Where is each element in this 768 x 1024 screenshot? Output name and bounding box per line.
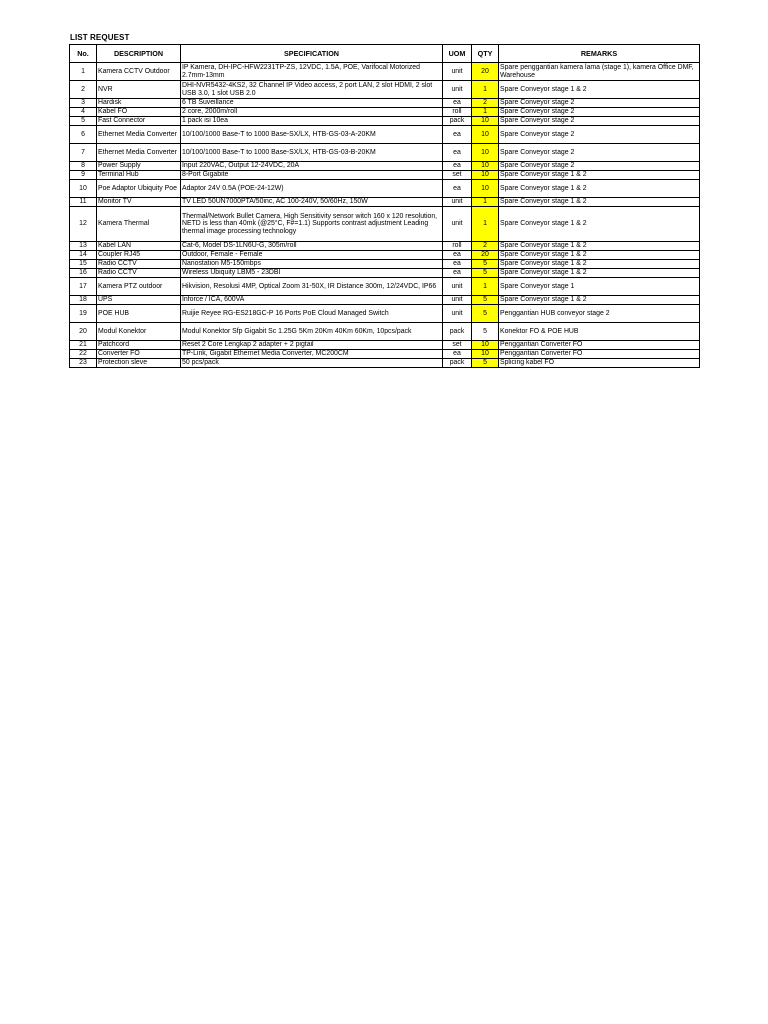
cell-qty: 10 [472, 117, 499, 126]
cell-remarks: Spare Conveyor stage 2 [499, 99, 700, 108]
cell-qty: 1 [472, 278, 499, 296]
cell-no: 7 [70, 144, 97, 162]
cell-description: Converter FO [97, 350, 181, 359]
cell-remarks: Spare Conveyor stage 2 [499, 108, 700, 117]
table-row [70, 126, 700, 144]
cell-qty: 10 [472, 171, 499, 180]
cell-no: 8 [70, 162, 97, 171]
cell-uom: set [443, 171, 472, 180]
cell-uom: ea [443, 99, 472, 108]
cell-remarks: Spare Conveyor stage 1 & 2 [499, 171, 700, 180]
cell-uom: ea [443, 350, 472, 359]
cell-qty: 2 [472, 242, 499, 251]
cell-uom: unit [443, 81, 472, 99]
cell-uom: roll [443, 242, 472, 251]
cell-qty: 10 [472, 126, 499, 144]
cell-uom: ea [443, 260, 472, 269]
cell-specification: Wireless Ubiquity LBM5 - 23DBI [181, 269, 443, 278]
cell-description: POE HUB [97, 305, 181, 323]
cell-uom: unit [443, 305, 472, 323]
cell-no: 1 [70, 63, 97, 81]
cell-no: 3 [70, 99, 97, 108]
header-specification: SPECIFICATION [181, 45, 443, 63]
table-row [70, 260, 700, 269]
cell-uom: ea [443, 251, 472, 260]
cell-remarks: Spare Conveyor stage 2 [499, 117, 700, 126]
table-row [70, 305, 700, 323]
table-row [70, 278, 700, 296]
cell-description: Coupler RJ45 [97, 251, 181, 260]
table-row [70, 162, 700, 171]
cell-qty: 5 [472, 260, 499, 269]
table-row [70, 269, 700, 278]
cell-no: 11 [70, 198, 97, 207]
cell-qty: 5 [472, 359, 499, 368]
cell-specification: Thermal/Network Bullet Camera, High Sensitivity sensor witch 160 x 120 resolution, NETD is less than 40mk (@25°C, F#=1.1) Supports contrast adjustment Leading thermal image processing technology [181, 207, 443, 242]
cell-remarks: Spare Conveyor stage 1 & 2 [499, 269, 700, 278]
cell-description: Kamera CCTV Outdoor [97, 63, 181, 81]
cell-remarks: Spare penggantian kamera lama (stage 1), kamera Office DMF, Warehouse [499, 63, 700, 81]
cell-description: Kamera PTZ outdoor [97, 278, 181, 296]
cell-remarks: Penggantian Converter FO [499, 350, 700, 359]
table-row [70, 350, 700, 359]
cell-specification: Outdoor, Female - Female [181, 251, 443, 260]
cell-specification: 2 core, 2000m/roll [181, 108, 443, 117]
cell-qty: 10 [472, 180, 499, 198]
cell-qty: 1 [472, 198, 499, 207]
cell-description: Monitor TV [97, 198, 181, 207]
cell-remarks: Penggantian HUB conveyor stage 2 [499, 305, 700, 323]
cell-description: Poe Adaptor Ubiquity Poe [97, 180, 181, 198]
cell-specification: 8-Port Gigabite [181, 171, 443, 180]
cell-remarks: Spare Conveyor stage 2 [499, 144, 700, 162]
cell-specification: Reset 2 Core Lengkap 2 adapter + 2 pigtail [181, 341, 443, 350]
cell-no: 2 [70, 81, 97, 99]
cell-description: Radio CCTV [97, 260, 181, 269]
cell-description: Radio CCTV [97, 269, 181, 278]
cell-remarks: Spare Conveyor stage 1 & 2 [499, 242, 700, 251]
cell-specification: Input 220VAC, Output 12-24VDC, 20A [181, 162, 443, 171]
table-row [70, 341, 700, 350]
table-row [70, 359, 700, 368]
table-row [70, 296, 700, 305]
table-row [70, 81, 700, 99]
table-row [70, 323, 700, 341]
cell-specification: 10/100/1000 Base-T to 1000 Base-SX/LX, HTB-GS-03-A-20KM [181, 126, 443, 144]
table-row [70, 251, 700, 260]
cell-uom: unit [443, 63, 472, 81]
cell-description: Kamera Thermal [97, 207, 181, 242]
cell-no: 9 [70, 171, 97, 180]
cell-uom: unit [443, 278, 472, 296]
cell-remarks: Spare Conveyor stage 2 [499, 162, 700, 171]
table-row [70, 144, 700, 162]
cell-description: Kabel LAN [97, 242, 181, 251]
cell-remarks: Spare Conveyor stage 1 & 2 [499, 81, 700, 99]
cell-no: 23 [70, 359, 97, 368]
cell-uom: ea [443, 144, 472, 162]
cell-description: UPS [97, 296, 181, 305]
cell-description: Modul Konektor [97, 323, 181, 341]
cell-uom: roll [443, 108, 472, 117]
header-qty: QTY [472, 45, 499, 63]
cell-qty: 1 [472, 207, 499, 242]
cell-uom: ea [443, 180, 472, 198]
cell-qty: 1 [472, 81, 499, 99]
cell-specification: 1 pack isi 10ea [181, 117, 443, 126]
cell-uom: unit [443, 198, 472, 207]
cell-specification: DHI-NVR5432-4KS2, 32 Channel IP Video access, 2 port LAN, 2 slot HDMI, 2 slot USB 3.0, 1 slot USB 2.0 [181, 81, 443, 99]
cell-uom: ea [443, 162, 472, 171]
cell-description: Ethernet Media Converter [97, 126, 181, 144]
cell-no: 13 [70, 242, 97, 251]
cell-specification: 10/100/1000 Base-T to 1000 Base-SX/LX, HTB-GS-03-B-20KM [181, 144, 443, 162]
cell-remarks: Spare Conveyor stage 1 & 2 [499, 260, 700, 269]
cell-qty: 10 [472, 350, 499, 359]
cell-remarks: Spare Conveyor stage 1 [499, 278, 700, 296]
cell-specification: TV LED 50UN7000PTA/50inc, AC 100-240V, 50/60Hz, 150W [181, 198, 443, 207]
cell-no: 17 [70, 278, 97, 296]
table-row [70, 108, 700, 117]
cell-uom: ea [443, 269, 472, 278]
cell-specification: Adaptor 24V 0.5A (POE-24-12W) [181, 180, 443, 198]
cell-uom: set [443, 341, 472, 350]
table-row [70, 63, 700, 81]
cell-qty: 2 [472, 99, 499, 108]
header-uom: UOM [443, 45, 472, 63]
cell-qty: 20 [472, 63, 499, 81]
cell-description: Hardisk [97, 99, 181, 108]
cell-remarks: Penggantian Converter FO [499, 341, 700, 350]
cell-qty: 10 [472, 144, 499, 162]
cell-description: Kabel FO [97, 108, 181, 117]
cell-no: 12 [70, 207, 97, 242]
cell-uom: unit [443, 296, 472, 305]
cell-description: Patchcord [97, 341, 181, 350]
cell-specification: Hikvision, Resolusi 4MP, Optical Zoom 31-50X, IR Distance 300m, 12/24VDC, IP66 [181, 278, 443, 296]
cell-uom: pack [443, 323, 472, 341]
header-remarks: REMARKS [499, 45, 700, 63]
cell-no: 14 [70, 251, 97, 260]
table-row [70, 99, 700, 108]
cell-remarks: Spare Conveyor stage 1 & 2 [499, 180, 700, 198]
cell-uom: pack [443, 359, 472, 368]
cell-remarks: Spare Conveyor stage 1 & 2 [499, 198, 700, 207]
cell-no: 20 [70, 323, 97, 341]
cell-qty: 20 [472, 251, 499, 260]
table-row [70, 117, 700, 126]
header-no: No. [70, 45, 97, 63]
cell-uom: unit [443, 207, 472, 242]
cell-remarks: Spare Conveyor stage 1 & 2 [499, 207, 700, 242]
cell-specification: Nanostation M5-150mbps [181, 260, 443, 269]
cell-specification: Modul Konektor Sfp Gigabit Sc 1.25G 5Km 20Km 40Km 60Km, 10pcs/pack [181, 323, 443, 341]
cell-qty: 10 [472, 162, 499, 171]
cell-remarks: Spare Conveyor stage 2 [499, 126, 700, 144]
cell-remarks: Splicing kabel FO [499, 359, 700, 368]
cell-description: Protection sleve [97, 359, 181, 368]
table-row [70, 171, 700, 180]
cell-uom: ea [443, 126, 472, 144]
cell-description: Terminal Hub [97, 171, 181, 180]
table-row [70, 198, 700, 207]
cell-specification: IP Kamera, DH-IPC-HFW2231TP-ZS, 12VDC, 1.5A, POE, Varifocal Motorized 2.7mm-13mm [181, 63, 443, 81]
request-table [69, 44, 700, 368]
cell-no: 19 [70, 305, 97, 323]
cell-qty: 5 [472, 269, 499, 278]
header-description: DESCRIPTION [97, 45, 181, 63]
document-title: LIST REQUEST [70, 33, 130, 42]
cell-no: 15 [70, 260, 97, 269]
cell-no: 18 [70, 296, 97, 305]
cell-qty: 5 [472, 296, 499, 305]
cell-remarks: Spare Conveyor stage 1 & 2 [499, 251, 700, 260]
cell-no: 4 [70, 108, 97, 117]
table-row [70, 207, 700, 242]
cell-qty: 5 [472, 323, 499, 341]
cell-no: 10 [70, 180, 97, 198]
cell-specification: Inforce / ICA, 600VA [181, 296, 443, 305]
cell-no: 22 [70, 350, 97, 359]
cell-no: 6 [70, 126, 97, 144]
cell-qty: 5 [472, 305, 499, 323]
cell-remarks: Konektor FO & POE HUB [499, 323, 700, 341]
table-row [70, 242, 700, 251]
table-row [70, 180, 700, 198]
table-header-row [70, 45, 700, 63]
cell-no: 16 [70, 269, 97, 278]
cell-description: Fast Connector [97, 117, 181, 126]
cell-specification: TP-Link, Gigabit Ethernet Media Converter, MC200CM [181, 350, 443, 359]
cell-description: NVR [97, 81, 181, 99]
cell-no: 5 [70, 117, 97, 126]
cell-qty: 10 [472, 341, 499, 350]
cell-no: 21 [70, 341, 97, 350]
cell-specification: Cat-6, Model DS-1LN6U-G, 305m/roll [181, 242, 443, 251]
cell-description: Ethernet Media Converter [97, 144, 181, 162]
cell-specification: 50 pcs/pack [181, 359, 443, 368]
cell-uom: pack [443, 117, 472, 126]
cell-description: Power Supply [97, 162, 181, 171]
cell-qty: 1 [472, 108, 499, 117]
cell-specification: 6 TB Suveillance [181, 99, 443, 108]
cell-remarks: Spare Conveyor stage 1 & 2 [499, 296, 700, 305]
cell-specification: Ruijie Reyee RG-ES218GC-P 16 Ports PoE Cloud Managed Switch [181, 305, 443, 323]
